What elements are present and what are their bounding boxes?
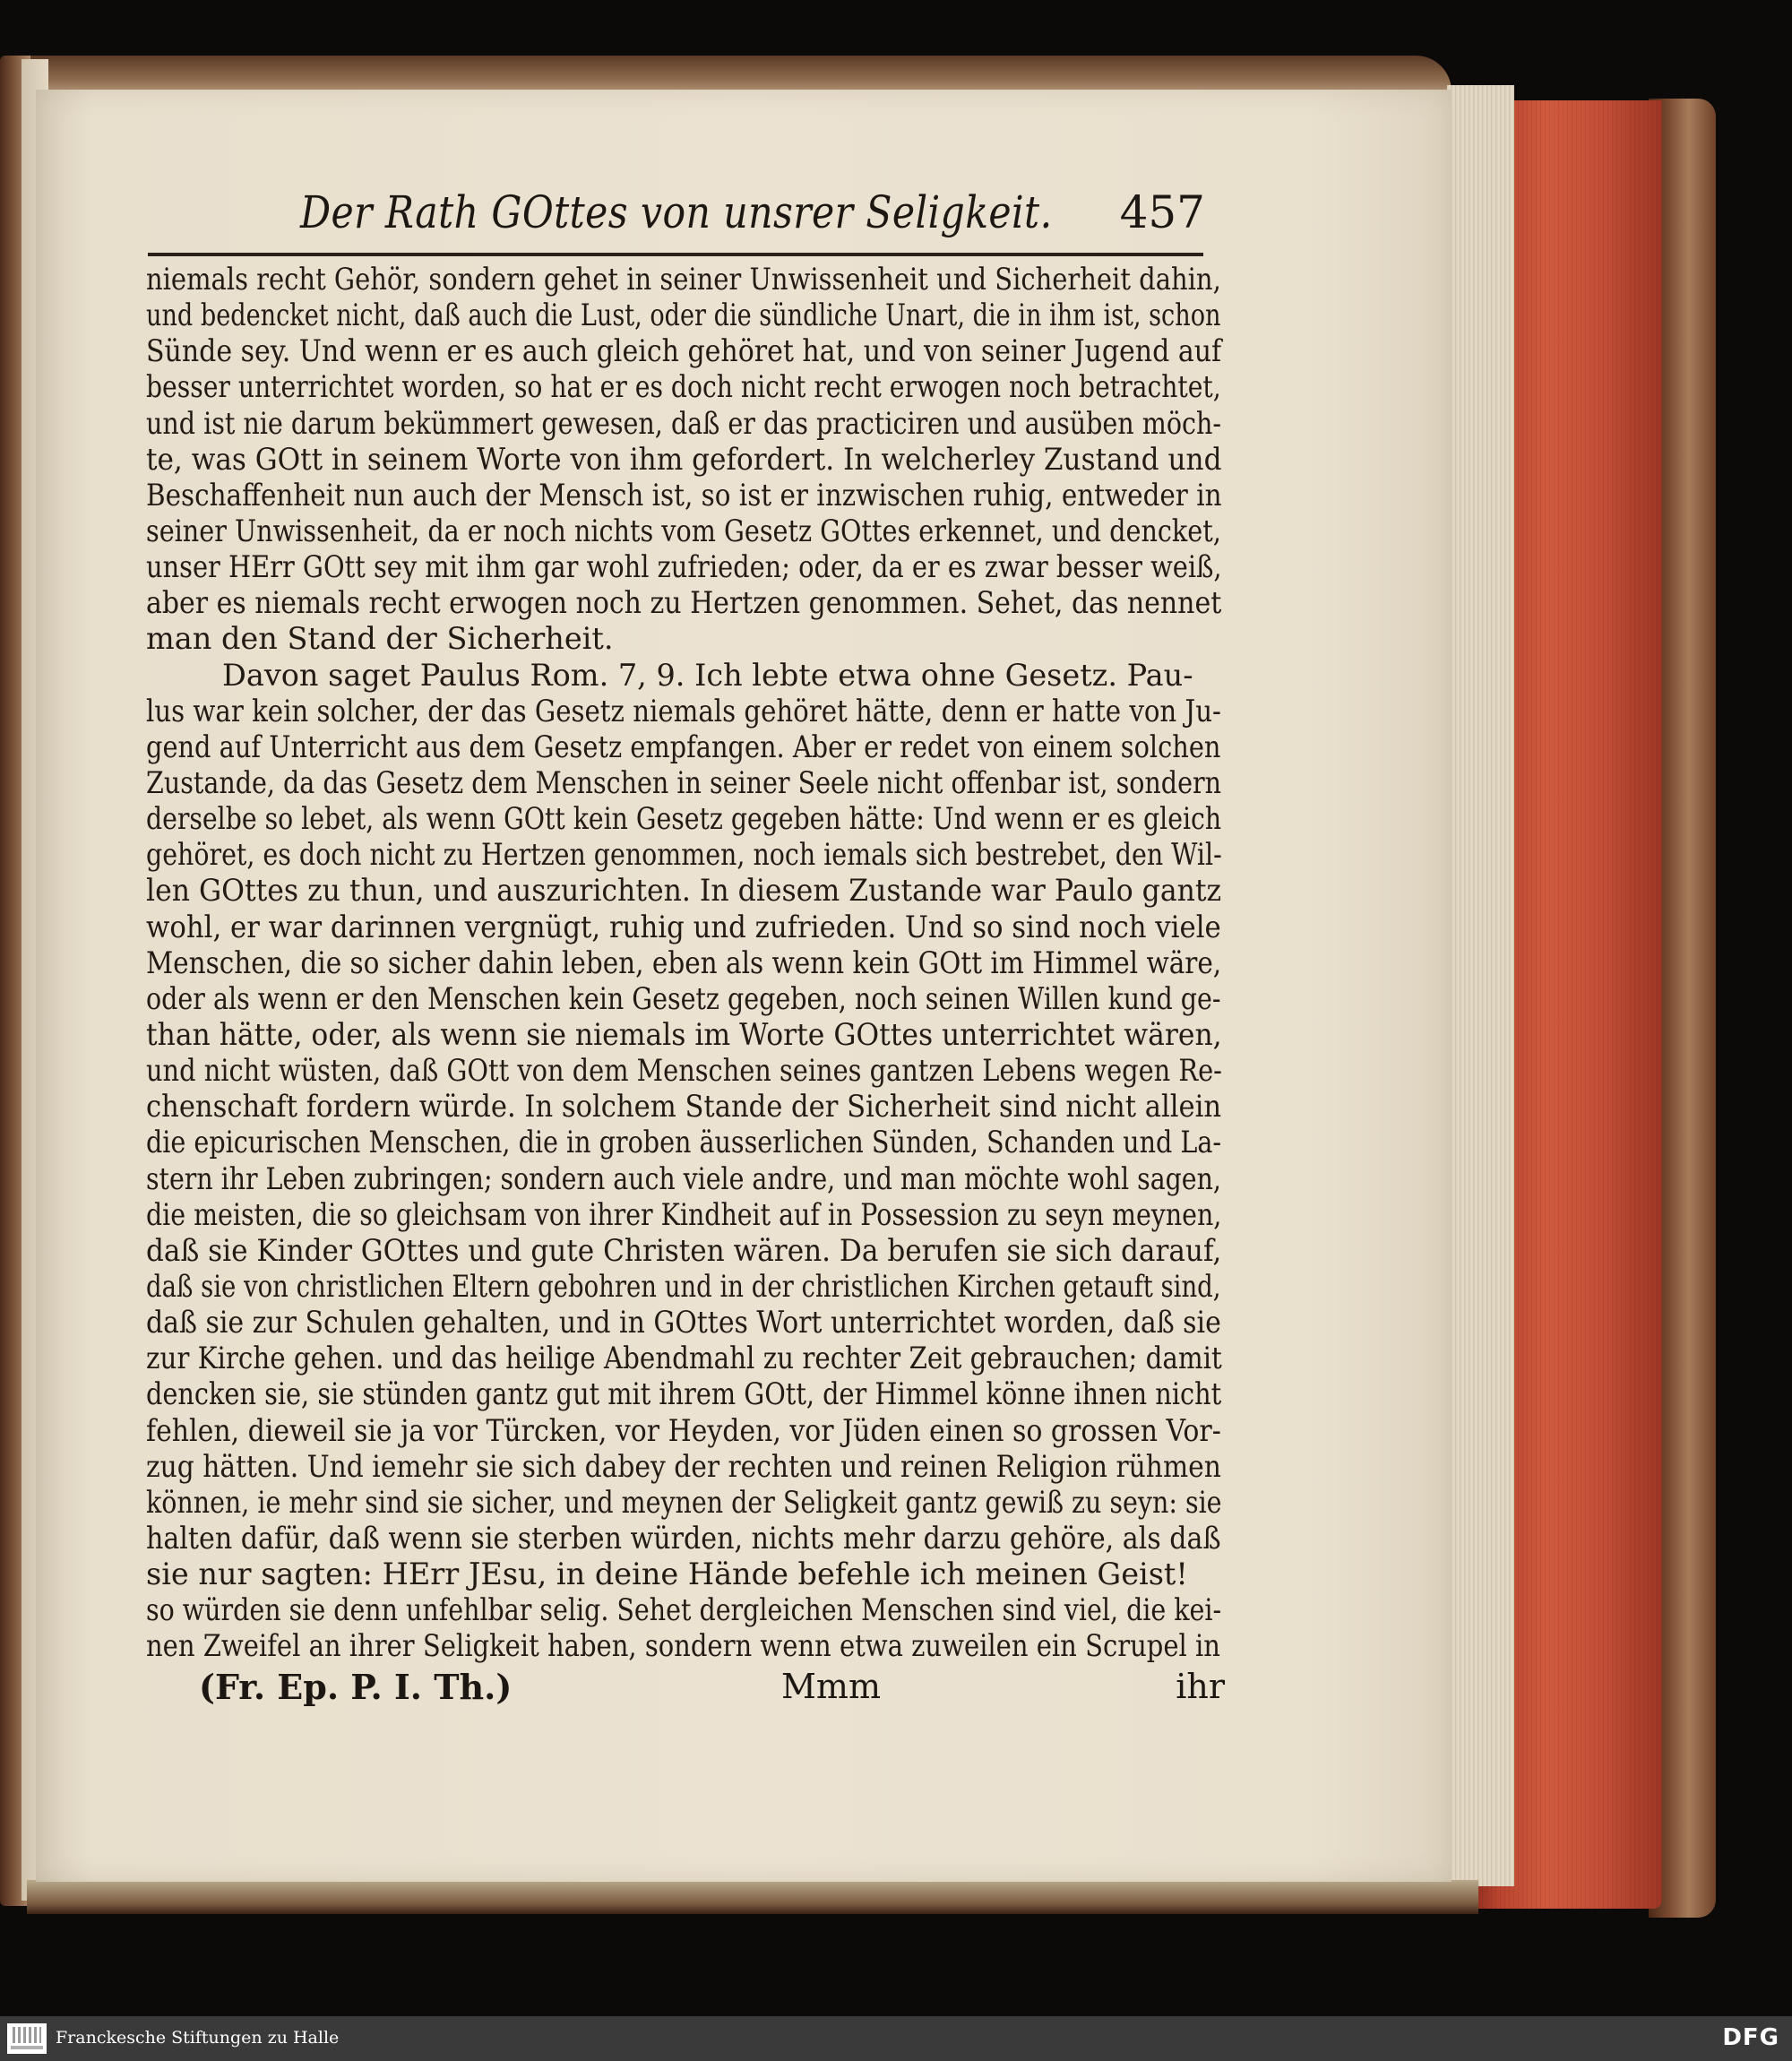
text-line: lus war kein solcher, der das Gesetz niemals gehöret hätte, denn er hatte von Ju- xyxy=(146,693,1221,729)
catchword: ihr xyxy=(1176,1667,1225,1706)
viewer-footer-bar xyxy=(0,2016,1792,2061)
text-line: können, ie mehr sind sie sicher, und meynen der Seligkeit gantz gewiß zu seyn: sie xyxy=(146,1484,1222,1520)
text-line: gend auf Unterricht aus dem Gesetz empfangen. Aber er redet von einem solchen xyxy=(146,729,1221,764)
text-line: halten dafür, daß wenn sie sterben würden, nichts mehr darzu gehöre, als daß xyxy=(146,1520,1221,1556)
text-line: daß sie Kinder GOttes und gute Christen wären. Da berufen sie sich darauf, xyxy=(146,1232,1222,1268)
text-line: daß sie zur Schulen gehalten, und in GOttes Wort unterrichtet worden, daß sie xyxy=(146,1305,1221,1341)
text-line: die meisten, die so gleichsam von ihrer Kindheit auf in Possession zu seyn meynen, xyxy=(146,1196,1222,1232)
text-line: unser HErr GOtt sey mit ihm gar wohl zufrieden; oder, da er es zwar besser weiß, xyxy=(146,549,1222,585)
text-line: Zustande, da das Gesetz dem Menschen in seiner Seele nicht offenbar ist, sondern xyxy=(146,764,1222,800)
text-line: fehlen, dieweil sie ja vor Türcken, vor Heyden, vor Jüden einen so grossen Vor- xyxy=(146,1412,1221,1448)
text-line: Beschaffenheit nun auch der Mensch ist, so ist er inzwischen ruhig, entweder in xyxy=(146,477,1222,513)
franckesche-stiftungen-logo-icon xyxy=(7,2023,47,2054)
text-line: zug hätten. Und iemehr sie sich dabey der rechten und reinen Religion rühmen xyxy=(146,1448,1221,1484)
text-line: zur Kirche gehen. und das heilige Abendmahl zu rechter Zeit gebrauchen; damit xyxy=(146,1341,1222,1376)
text-line: aber es niemals recht erwogen noch zu Hertzen genommen. Sehet, das nennet xyxy=(146,585,1222,621)
text-line: und nicht wüsten, daß GOtt von dem Menschen seines gantzen Lebens wegen Re- xyxy=(146,1053,1222,1089)
text-line: und ist nie darum bekümmert gewesen, daß er das practiciren und ausüben möch- xyxy=(146,405,1222,441)
text-line: len GOttes zu thun, und auszurichten. In diesem Zustande war Paulo gantz xyxy=(146,873,1222,909)
page-footer xyxy=(199,1667,1225,1712)
text-line: besser unterrichtet worden, so hat er es doch nicht recht erwogen noch betrachtet, xyxy=(146,369,1221,405)
text-line: seiner Unwissenheit, da er noch nichts vom Gesetz GOttes erkennet, und dencket, xyxy=(146,513,1221,548)
text-line: stern ihr Leben zubringen; sondern auch viele andre, und man möchte wohl sagen, xyxy=(146,1160,1221,1196)
text-line: daß sie von christlichen Eltern gebohren und in der christlichen Kirchen getauft sind, xyxy=(146,1268,1221,1304)
gathering-signature: Mmm xyxy=(781,1667,881,1706)
text-line: gehöret, es doch nicht zu Hertzen genommen, noch iemals sich bestrebet, den Wil- xyxy=(146,837,1222,873)
text-line: than hätte, oder, als wenn sie niemals im Worte GOttes unterrichtet wären, xyxy=(146,1016,1222,1052)
text-line: und bedencket nicht, daß auch die Lust, oder die sündliche Unart, die in ihm ist, schon xyxy=(146,298,1221,333)
text-line: man den Stand der Sicherheit. xyxy=(146,621,614,657)
text-line: Menschen, die so sicher dahin leben, eben als wenn kein GOtt im Himmel wäre, xyxy=(146,944,1222,980)
text-line: die epicurischen Menschen, die in groben äusserlichen Sünden, Schanden und La- xyxy=(146,1125,1222,1160)
text-line: sie nur sagten: HErr JEsu, in deine Hände befehle ich meinen Geist! xyxy=(146,1557,1188,1592)
page-header xyxy=(148,186,1205,249)
text-line: derselbe so lebet, als wenn GOtt kein Gesetz gegeben hätte: Und wenn er es gleich xyxy=(146,801,1222,837)
running-title: Der Rath GOttes von unsrer Seligkeit. xyxy=(300,186,1053,238)
text-line: nen Zweifel an ihrer Seligkeit haben, sondern wenn etwa zuweilen ein Scrupel in xyxy=(146,1628,1220,1664)
text-line: wohl, er war darinnen vergnügt, ruhig und zufrieden. Und so sind noch viele xyxy=(146,909,1221,944)
text-line: chenschaft fordern würde. In solchem Stande der Sicherheit sind nicht allein xyxy=(146,1089,1222,1125)
text-line: te, was GOtt in seinem Worte von ihm gefordert. In welcherley Zustand und xyxy=(146,441,1222,477)
text-line: so würden sie denn unfehlbar selig. Sehet dergleichen Menschen sind viel, die kei- xyxy=(146,1592,1222,1628)
signature-mark: (Fr. Ep. P. I. Th.) xyxy=(199,1667,513,1707)
bottom-cover-edge xyxy=(27,1880,1478,1914)
text-line: Davon saget Paulus Rom. 7, 9. Ich lebte etwa ohne Gesetz. Pau- xyxy=(222,657,1193,693)
text-line: Sünde sey. Und wenn er es auch gleich gehöret hat, und von seiner Jugend auf xyxy=(146,333,1222,369)
text-line: oder als wenn er den Menschen kein Gesetz gegeben, noch seinen Willen kund ge- xyxy=(146,980,1221,1016)
page-number: 457 xyxy=(1119,186,1205,238)
dfg-logo: DFG xyxy=(1722,2024,1779,2051)
header-rule xyxy=(148,253,1203,256)
institution-name: Franckesche Stiftungen zu Halle xyxy=(56,2028,340,2048)
body-text xyxy=(146,262,1221,1664)
text-line: dencken sie, sie stünden gantz gut mit ihrem GOtt, der Himmel könne ihnen nicht xyxy=(146,1376,1222,1412)
page-stack-edge xyxy=(1447,85,1514,1886)
text-line: niemals recht Gehör, sondern gehet in seiner Unwissenheit und Sicherheit dahin, xyxy=(146,262,1221,297)
